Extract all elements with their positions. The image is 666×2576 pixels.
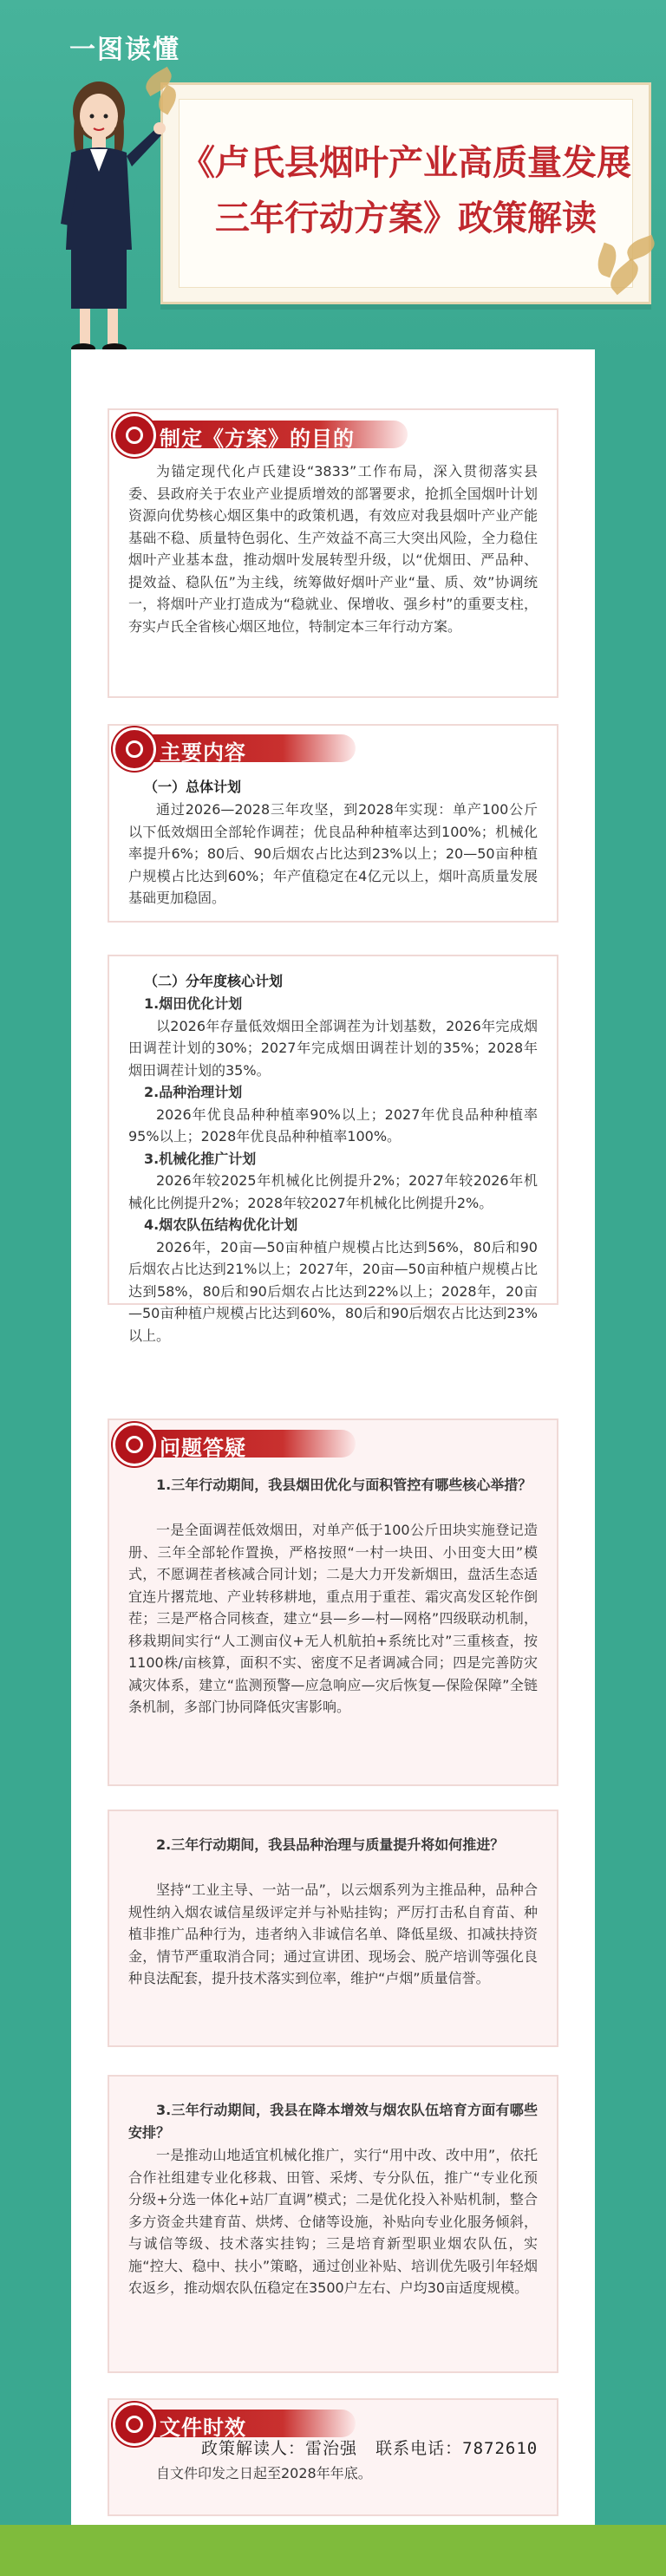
content-heading-label: 主要内容 <box>160 740 246 765</box>
annual-plan-title: （二）分年度核心计划 <box>144 973 284 989</box>
effect-heading-label: 文件时效 <box>160 2416 246 2440</box>
annual-plan-card <box>108 955 558 1344</box>
title-card <box>160 82 651 304</box>
purpose-card <box>108 408 558 698</box>
heading-circle-icon <box>113 414 156 457</box>
qa-answer-1: 一是全面调茬低效烟田，对单产低于100公斤田块实施登记造册、三年全部轮作置换，严格按照“一村一块田、小田变大田”模式，不愿调茬者核减合同计划；二是大力开发新烟田，盘活生态适宜连片撂荒地、产业转移耕地，重点用于重茬、霜灾高发区轮作倒茬；三是严格合同核查，建立“县—乡—村—网格”四级联动机制，移栽期间实行“人工测亩仪+无人机航拍+系统比对”三重核查，按1100株/亩核算，面积不实、密度不足者调减合同；四是完善防灾减灾体系，建立“监测预警—应急响应—灾后恢复—保险保障”全链条机制，多部门协同降低灾害影响。 <box>128 1522 538 1715</box>
item1-body: 以2026年存量低效烟田全部调茬为计划基数，2026年完成烟田调茬计划的30%；2027年完成烟田调茬计划的35%；2028年烟田调茬计划的35%。 <box>128 1017 538 1079</box>
item2-title: 2.品种治理计划 <box>144 1084 243 1100</box>
page-title-line2: 三年行动方案》政策解读 <box>215 198 597 238</box>
content-paper <box>71 349 595 2526</box>
qa-question-2: 2.三年行动期间，我县品种治理与质量提升将如何推进？ <box>156 1836 505 1853</box>
qa-card-2 <box>108 1810 558 2047</box>
item4-body: 2026年，20亩—50亩种植户规模占比达到56%，80后和90后烟农占比达到21%以上；2027年，20亩—50亩种植户规模占比达到58%，80后和90后烟农占比达到22%以上；2028年，20亩—50亩种植户规模占比达到60%，80后和90后烟农占比达到23%以上。 <box>128 1238 538 1344</box>
bottom-bar <box>0 2525 666 2576</box>
heading-circle-icon <box>113 2403 156 2446</box>
qa-card-1 <box>108 1418 558 1786</box>
header-tag: 一图读懂 <box>69 35 180 65</box>
page-title-line1: 《卢氏县烟叶产业高质量发展 <box>180 142 631 183</box>
heading-circle-icon <box>113 727 156 771</box>
presenter-illustration <box>45 76 175 362</box>
qa-heading-label: 问题答疑 <box>160 1436 246 1460</box>
item2-body: 2026年优良品种种植率90%以上；2027年优良品种种植率95%以上；2028年优良品种种植率100%。 <box>128 1105 538 1145</box>
heading-circle-icon <box>113 1423 156 1466</box>
annual-plan-list <box>128 993 538 1347</box>
qa-heading <box>113 1423 356 1461</box>
purpose-body: 为锚定现代化卢氏建设“3833”工作布局，深入贯彻落实县委、县政府关于农业产业提质增效的部署要求，抢抓全国烟叶计划资源向优势核心烟区集中的政策机遇，有效应对我县烟叶产业产能基础不稳、质量特色弱化、生产效益不高三大突出风险，全力稳住烟叶产业基本盘，推动烟叶发展转型升级，以“优烟田、严品种、提效益、稳队伍”为主线，统筹做好烟叶产业“量、质、效”协调统一，将烟叶产业打造成为“稳就业、保增收、强乡村”的重要支柱，夯实卢氏全省核心烟区地位，特制定本三年行动方案。 <box>128 463 538 635</box>
effect-body: 自文件印发之日起至2028年年底。 <box>156 2465 372 2481</box>
qa-question-3: 3.三年行动期间，我县在降本增效与烟农队伍培育方面有哪些安排？ <box>128 2102 538 2141</box>
footer-phone-label: 联系电话： <box>375 2439 463 2458</box>
item4-title: 4.烟农队伍结构优化计划 <box>144 1216 298 1233</box>
qa-question-1: 1.三年行动期间，我县烟田优化与面积管控有哪些核心举措？ <box>156 1477 532 1493</box>
qa-answer-3: 一是推动山地适宜机械化推广，实行“用中改、改中用”，依托合作社组建专业化移栽、田管、采烤、专分队伍，推广“专业化预分级+分选一体化+站厂直调”模式；二是优化投入补贴机制，整合多方资金共建育苗、烘烤、仓储等设施，补贴向专业化服务倾斜，与诚信等级、技术落实挂钩；三是培育新型职业烟农队伍，实施“控大、稳中、扶小”策略，通过创业补贴、培训优先吸引年轻烟农返乡，推动烟农队伍稳定在3500户左右、户均30亩适度规模。 <box>128 2147 538 2296</box>
footer-phone: 7872610 <box>462 2439 539 2458</box>
page-title <box>163 135 649 246</box>
item3-body: 2026年较2025年机械化比例提升2%；2027年较2026年机械化比例提升2%；2028年较2027年机械化比例提升2%。 <box>128 1172 538 1211</box>
qa-card-3 <box>108 2075 558 2373</box>
footer-contact <box>201 2436 538 2459</box>
overall-plan-title: （一）总体计划 <box>144 779 242 795</box>
content-heading <box>113 727 356 766</box>
item1-title: 1.烟田优化计划 <box>144 995 243 1012</box>
item3-title: 3.机械化推广计划 <box>144 1150 257 1167</box>
purpose-heading <box>113 414 408 452</box>
purpose-heading-label: 制定《方案》的目的 <box>160 427 355 451</box>
footer-interpreter: 政策解读人：雷治强 <box>201 2439 358 2458</box>
overall-plan-body: 通过2026—2028三年攻坚，到2028年实现：单产100公斤以下低效烟田全部轮作调茬；优良品种种植率达到100%；机械化率提升6%；80后、90后烟农占比达到23%以上；20—50亩种植户规模占比达到60%；年产值稳定在4亿元以上，烟叶高质量发展基础更加稳固。 <box>128 801 538 906</box>
qa-answer-2: 坚持“工业主导、一站一品”，以云烟系列为主推品种，品种合规性纳入烟农诚信星级评定并与补贴挂钩；严厉打击私自育苗、种植非推广品种行为，违者纳入非诚信名单、降低星级、扣减扶持资金，情节严重取消合同；通过宣讲团、现场会、脱产培训等强化良种良法配套，提升技术落实到位率，维护“卢烟”质量信誉。 <box>128 1881 538 1986</box>
